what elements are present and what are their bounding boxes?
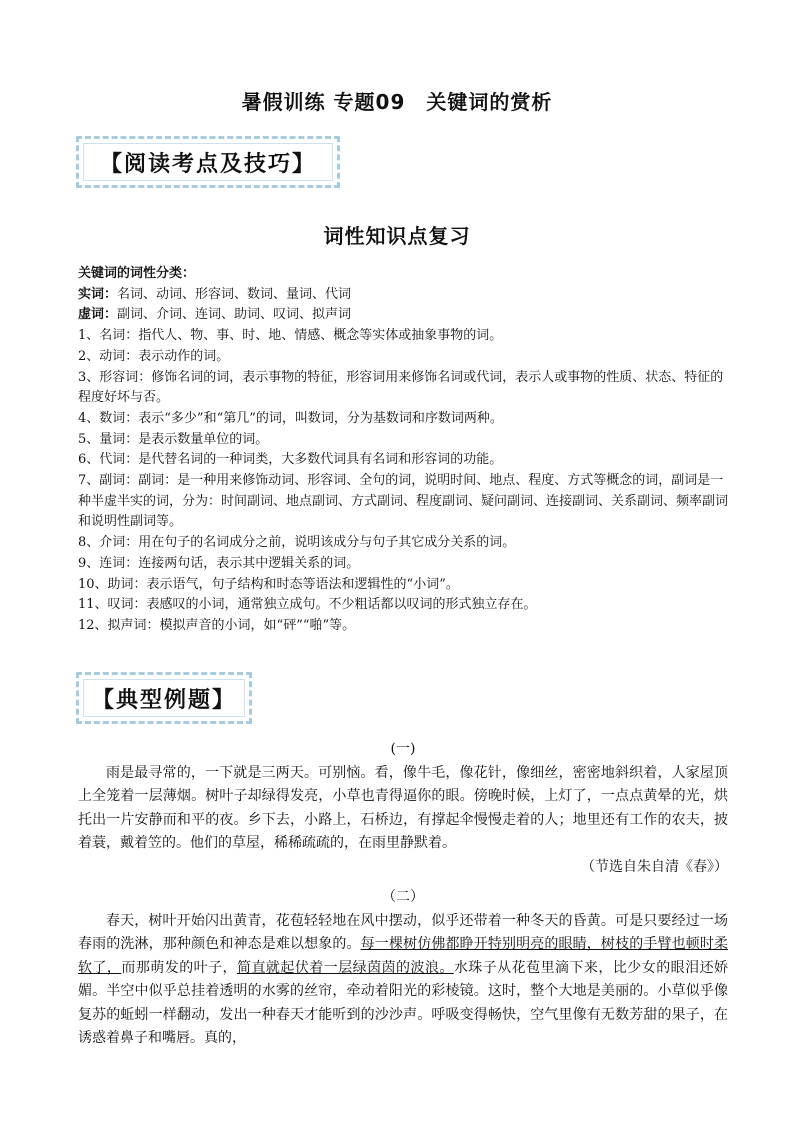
list-item: 1、名词：指代人、物、事、时、地、情感、概念等实体或抽象事物的词。 [78, 328, 503, 344]
list-item: 10、助词：表示语气，句子结构和时态等语法和逻辑性的“小词”。 [78, 576, 459, 592]
list-item: 3、形容词：修饰名词的词，表示事物的特征，形容词用来修饰名词或代词，表示人或事物的性质、状态、特征的程度好坏与否。 [78, 369, 724, 406]
list-item: 11、叹词：表感叹的小词，通常独立成句。不少粗话都以叹词的形式独立存在。 [78, 597, 537, 613]
list-item: 8、介词：用在句子的名词成分之前，说明该成分与句子其它成分关系的词。 [78, 535, 516, 551]
example-source: （节选自朱自清《春》） [581, 858, 728, 875]
list-item: 12、拟声词：模拟声音的小词，如“砰”“啪”等。 [78, 617, 356, 633]
example-passage: 雨是最寻常的，一下就是三两天。可别恼。看，像牛毛，像花针，像细丝，密密地斜织着，人家屋顶上全笼着一层薄烟。树叶子却绿得发亮，小草也青得逼你的眼。傍晚时候，上灯了，一点点黄晕的光，烘托出一片安静而和平的夜。乡下去，小路上，石桥边，有撑起伞慢慢走着的人；地里还有工作的农夫，披着蓑，戴着笠的。他们的草屋，稀稀疏疏的，在雨里静默着。 [78, 764, 728, 851]
example-one [78, 738, 728, 879]
list-item: 5、量词：是表示数量单位的词。 [78, 431, 269, 447]
list-item: 4、数词：表示“多少”和“第几”的词，叫数词，分为基数词和序数词两种。 [78, 410, 503, 426]
word-class-list [78, 264, 728, 637]
list-item: 2、动词：表示动作的词。 [78, 348, 230, 364]
banner-label: 【阅读考点及技巧】 [99, 151, 316, 177]
typical-examples-banner [76, 672, 252, 724]
reading-points-banner [76, 136, 340, 188]
underlined-sentence: 每一棵树仿佛都睁开特别明亮的眼睛，树枝的手臂也顿时柔软了， [78, 936, 729, 976]
kw-heading: 关键词的词性分类： [78, 266, 196, 281]
underlined-sentence: 简直就起伏着一层绿茵茵的波浪。 [237, 959, 454, 976]
xuci-line: 虚词：副词、介词、连词、助词、叹词、拟声词 [78, 307, 352, 323]
shici-line: 实词：名词、动词、形容词、数词、量词、代词 [78, 286, 352, 302]
example-two [78, 886, 728, 1051]
list-item: 7、副词：副词：是一种用来修饰动词、形容词、全句的词，说明时间、地点、程度、方式等概念的词，副词是一种半虚半实的词，分为：时间副词、地点副词、方式副词、程度副词、疑问副词、连接副词、关系副词、频率副词和说明性副词等。 [78, 473, 729, 530]
section-title: 词性知识点复习 [323, 224, 471, 248]
example-number: (一) [390, 741, 416, 757]
list-item: 9、连词：连接两句话，表示其中逻辑关系的词。 [78, 555, 360, 571]
list-item: 6、代词：是代替名词的一种词类，大多数代词具有名词和形容词的功能。 [78, 452, 503, 468]
banner-label: 【典型例题】 [91, 687, 236, 713]
document-title: 暑假训练 专题09 关键词的赏析 [241, 90, 553, 114]
example-passage: 春天，树叶开始闪出黄青，花苞轻轻地在风中摆动，似乎还带着一种冬天的昏黄。可是只要经过一场春雨的洗淋，那种颜色和神态是难以想象的。每一棵树仿佛都睁开特别明亮的眼睛，树枝的手臂也顿时柔软了，而那萌发的叶子，简直就起伏着一层绿茵茵的波浪。水珠子从花苞里滴下来，比少女的眼泪还娇媚。半空中似乎总挂着透明的水雾的丝帘，牵动着阳光的彩棱镜。这时，整个大地是美丽的。小草似乎像复苏的蚯蚓一样翻动，发出一种春天才能听到的沙沙声。呼吸变得畅快，空气里像有无数芳甜的果子，在诱惑着鼻子和嘴唇。真的， [78, 912, 729, 1046]
example-number: （二） [382, 889, 424, 905]
